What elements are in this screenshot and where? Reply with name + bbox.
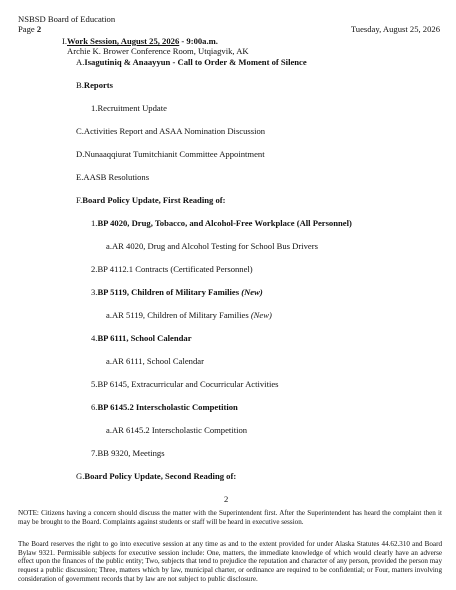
item-marker: 7.: [91, 448, 98, 458]
item-text: Reports: [83, 80, 114, 90]
item-text: BB 9320, Meetings: [97, 448, 165, 458]
item-marker: F.: [76, 195, 83, 205]
item-marker: E.: [76, 172, 84, 182]
item-marker: 1.: [91, 218, 98, 228]
page-number: 2: [36, 24, 42, 34]
agenda-item-e: [76, 172, 149, 182]
item-text: AASB Resolutions: [83, 172, 150, 182]
item-text: BP 6111, School Calendar: [97, 333, 192, 343]
item-marker: 1.: [91, 103, 98, 113]
item-marker: A.: [76, 57, 85, 67]
session-heading: [62, 36, 218, 46]
item-marker: a.: [106, 310, 112, 320]
item-text: Isagutiniq & Anaayyun - Call to Order & Moment of Silence: [84, 57, 307, 67]
item-text: Board Policy Update, First Reading of:: [82, 195, 226, 205]
item-marker: a.: [106, 425, 112, 435]
agenda-item-b1: [91, 103, 167, 113]
session-title: Work Session, August 25, 2026: [67, 36, 180, 46]
page-label: [18, 24, 41, 34]
item-marker: a.: [106, 356, 112, 366]
item-text: BP 5119, Children of Military Families: [97, 287, 242, 297]
item-marker: 2.: [91, 264, 98, 274]
agenda-item-f5: [91, 379, 279, 389]
item-marker: 6.: [91, 402, 98, 412]
item-marker: C.: [76, 126, 84, 136]
item-text: Nunaaqqiurat Tumitchianit Committee Appointment: [84, 149, 265, 159]
item-text: AR 6145.2 Interscholastic Competition: [111, 425, 248, 435]
session-number: I.: [62, 36, 68, 46]
item-text: BP 6145.2 Interscholastic Competition: [97, 402, 238, 412]
footer-page-number: 2: [224, 494, 229, 504]
item-marker: 5.: [91, 379, 98, 389]
agenda-item-f1a: [106, 241, 318, 251]
agenda-item-f4: [91, 333, 192, 343]
item-marker: 3.: [91, 287, 98, 297]
item-text: Recruitment Update: [97, 103, 167, 113]
agenda-item-b: [76, 80, 113, 90]
item-text: AR 6111, School Calendar: [111, 356, 204, 366]
agenda-item-f3: [91, 287, 263, 297]
agenda-item-f6a: [106, 425, 247, 435]
executive-session-note: The Board reserves the right to go into executive session at any time as and to the extent provided for under Alaska Statutes 44.62.310 and Board Bylaw 9321. Permissible subjects for executive session include: One, matters, the immediate knowledge of which would clearly have an adverse effect upon the finances of the public entity; Two, subjects that tend to prejudice the reputation and character of any person, provided the person may request a public discussion; Three, matters which by law, municipal charter, or ordinance are required to be confidential; or Four, matters involving consideration of government records that by law are not subject to public disclosure.: [18, 540, 442, 583]
item-text: Activities Report and ASAA Nomination Discussion: [83, 126, 266, 136]
item-text: AR 4020, Drug and Alcohol Testing for School Bus Drivers: [111, 241, 318, 251]
agenda-item-f1: [91, 218, 352, 228]
page-prefix: Page: [18, 24, 37, 34]
agenda-item-a: [76, 57, 307, 67]
meeting-date: Tuesday, August 25, 2026: [350, 24, 440, 34]
agenda-item-f2: [91, 264, 253, 274]
organization-name: NSBSD Board of Education: [18, 14, 116, 24]
session-location: Archie K. Brower Conference Room, Utqiagvik, AK: [67, 46, 249, 56]
item-text: AR 5119, Children of Military Families: [111, 310, 251, 320]
item-marker: D.: [76, 149, 85, 159]
agenda-item-f7: [91, 448, 165, 458]
new-tag: (New): [250, 310, 272, 320]
agenda-item-g: [76, 471, 236, 481]
agenda-item-c: [76, 126, 265, 136]
item-text: BP 6145, Extracurricular and Cocurricular Activities: [97, 379, 279, 389]
session-time: - 9:00a.m.: [179, 36, 218, 46]
agenda-item-d: [76, 149, 265, 159]
item-text: BP 4112.1 Contracts (Certificated Personnel): [97, 264, 253, 274]
item-text: Board Policy Update, Second Reading of:: [84, 471, 237, 481]
item-marker: G.: [76, 471, 85, 481]
agenda-item-f6: [91, 402, 238, 412]
agenda-item-f4a: [106, 356, 204, 366]
agenda-item-f3a: [106, 310, 272, 320]
item-text: BP 4020, Drug, Tobacco, and Alcohol-Free Workplace (All Personnel): [97, 218, 352, 228]
new-tag: (New): [241, 287, 263, 297]
complaint-note: NOTE: Citizens having a concern should discuss the matter with the Superintendent first. After the Superintendent has heard the complaint then it may be brought to the Board. Complaints against students or staff will be heard in executive session.: [18, 509, 442, 526]
item-marker: B.: [76, 80, 84, 90]
item-marker: a.: [106, 241, 112, 251]
item-marker: 4.: [91, 333, 98, 343]
agenda-item-f: [76, 195, 225, 205]
